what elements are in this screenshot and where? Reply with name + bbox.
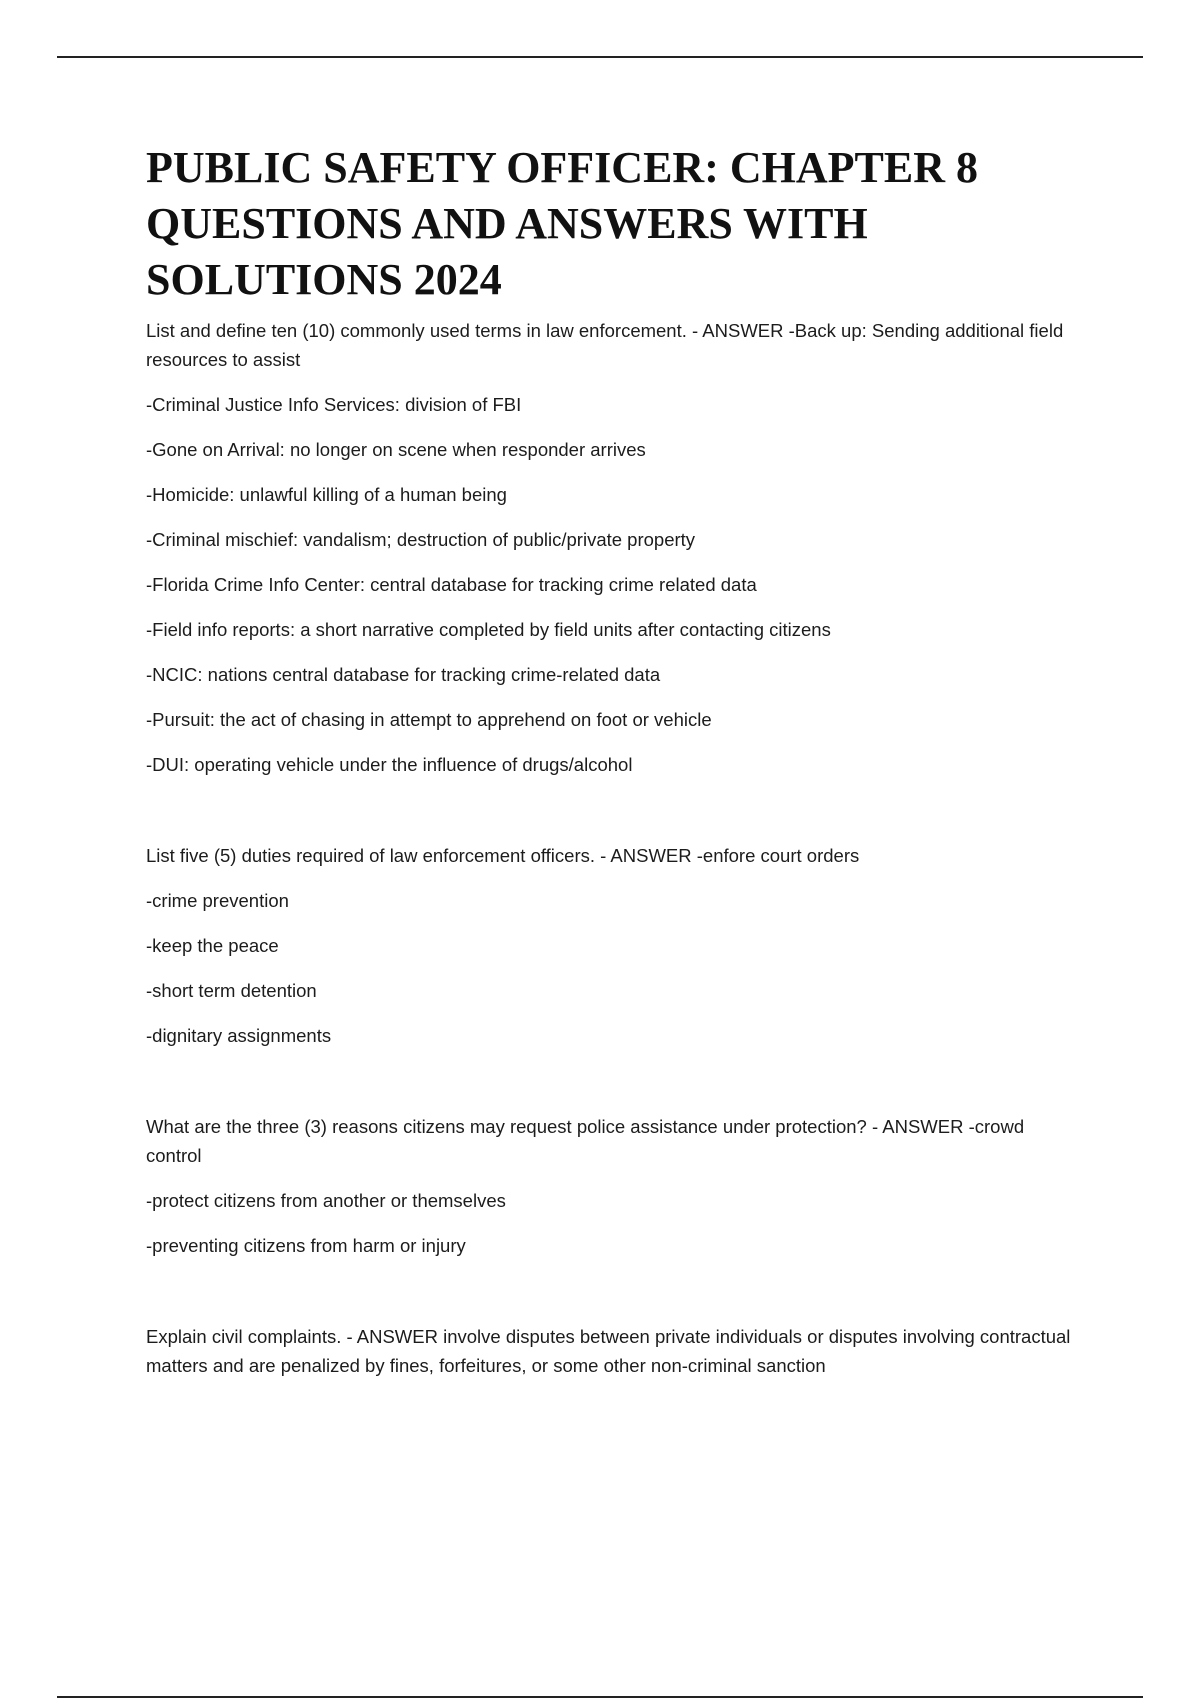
section-spacer — [146, 1276, 1076, 1322]
qa-section-2 — [146, 841, 1076, 1050]
list-item: -Homicide: unlawful killing of a human being — [146, 484, 507, 505]
list-item: -DUI: operating vehicle under the influence of drugs/alcohol — [146, 754, 633, 775]
qa-section-4 — [146, 1322, 1076, 1380]
document-title: PUBLIC SAFETY OFFICER: CHAPTER 8 QUESTIONS AND ANSWERS WITH SOLUTIONS 2024 — [146, 143, 978, 304]
list-item: -Pursuit: the act of chasing in attempt to apprehend on foot or vehicle — [146, 709, 712, 730]
list-item: -Florida Crime Info Center: central database for tracking crime related data — [146, 574, 757, 595]
top-rule — [57, 56, 1143, 58]
list-item: -NCIC: nations central database for tracking crime-related data — [146, 664, 661, 685]
question-answer-line: List five (5) duties required of law enforcement officers. - ANSWER -enfore court orders — [146, 845, 860, 866]
list-item: -Field info reports: a short narrative completed by field units after contacting citizens — [146, 619, 831, 640]
document-body — [146, 140, 1076, 1396]
list-item: -keep the peace — [146, 935, 279, 956]
list-item: -Criminal Justice Info Services: division of FBI — [146, 394, 522, 415]
section-spacer — [146, 1066, 1076, 1112]
list-item: -dignitary assignments — [146, 1025, 332, 1046]
qa-section-1 — [146, 316, 1076, 779]
question-answer-line: What are the three (3) reasons citizens may request police assistance under protection? - ANSWER -crowd control — [146, 1116, 1025, 1166]
question-answer-line: List and define ten (10) commonly used terms in law enforcement. - ANSWER -Back up: Sending additional field resources to assist — [146, 320, 1064, 370]
list-item: -crime prevention — [146, 890, 289, 911]
bottom-rule — [57, 1696, 1143, 1698]
list-item: -Gone on Arrival: no longer on scene when responder arrives — [146, 439, 646, 460]
question-answer-line: Explain civil complaints. - ANSWER involve disputes between private individuals or disputes involving contractual matters and are penalized by fines, forfeitures, or some other non-criminal sanction — [146, 1326, 1071, 1376]
list-item: -short term detention — [146, 980, 317, 1001]
list-item: -preventing citizens from harm or injury — [146, 1235, 466, 1256]
list-item: -Criminal mischief: vandalism; destruction of public/private property — [146, 529, 696, 550]
qa-section-3 — [146, 1112, 1076, 1260]
list-item: -protect citizens from another or themselves — [146, 1190, 506, 1211]
section-spacer — [146, 795, 1076, 841]
